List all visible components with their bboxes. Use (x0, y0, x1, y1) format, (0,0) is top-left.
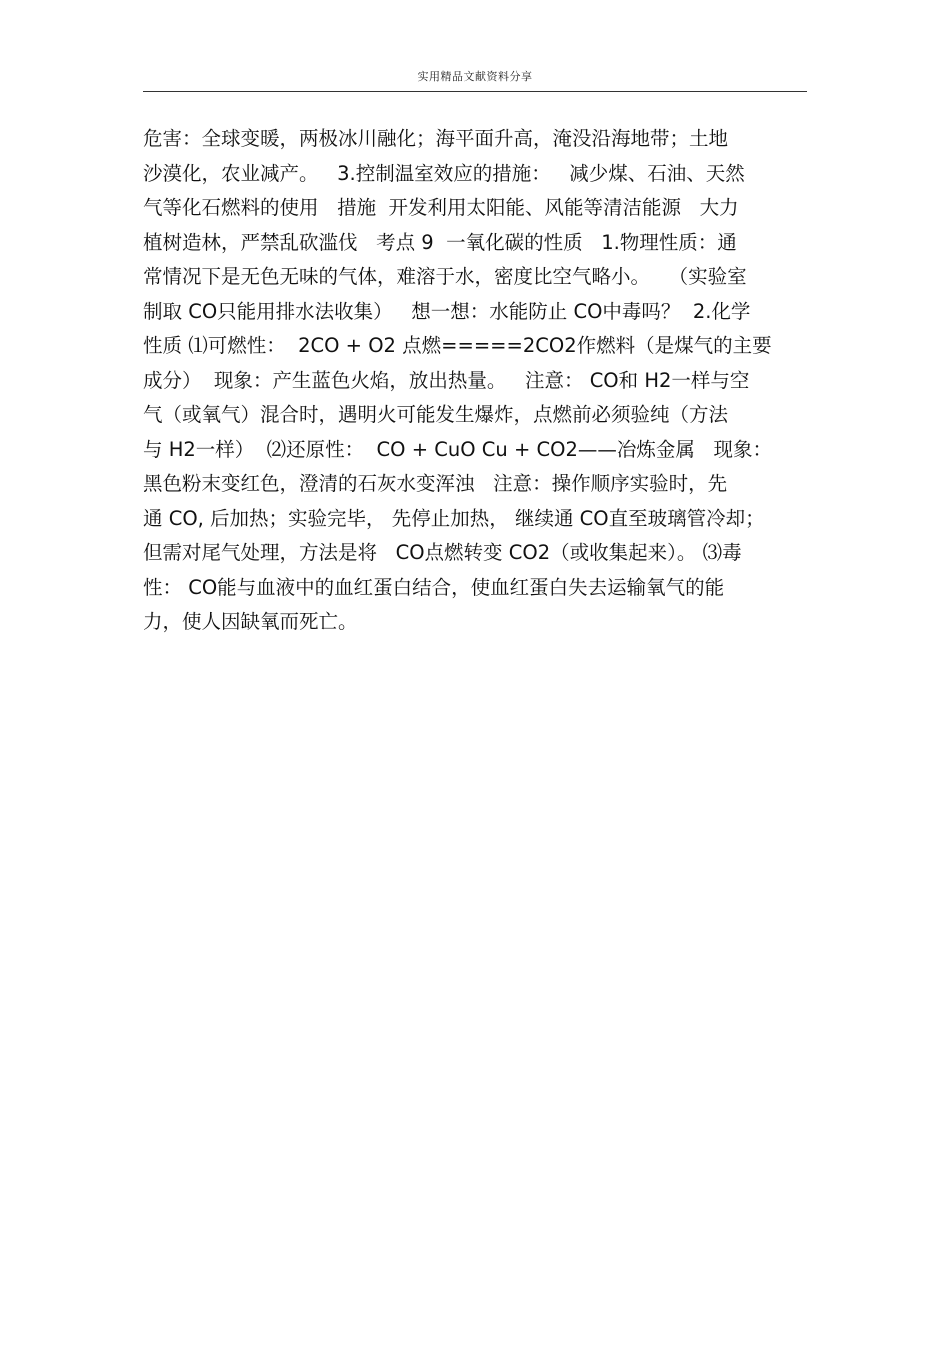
body-line: 常情况下是无色无味的气体，难溶于水，密度比空气略小。 （实验室 (143, 265, 747, 288)
body-line: 气（或氧气）混合时，遇明火可能发生爆炸，点燃前必须验纯（方法 (143, 403, 729, 426)
page-header: 实用精品文献资料分享 (417, 70, 533, 83)
document-body (143, 122, 807, 640)
body-line: 危害：全球变暖，两极冰川融化；海平面升高，淹没沿海地带；土地 (143, 127, 729, 150)
body-line: 但需对尾气处理，方法是将 CO点燃转变 CO2（或收集起来）。 ⑶毒 (143, 541, 742, 564)
header-divider (143, 91, 807, 92)
body-line: 制取 CO只能用排水法收集） 想一想：水能防止 CO中毒吗？ 2.化学 (143, 299, 751, 323)
body-line: 与 H2一样） ⑵还原性： CO + CuO Cu + CO2——冶炼金属 现象： (143, 437, 772, 461)
body-line: 力，使人因缺氧而死亡。 (143, 610, 358, 633)
body-line: 成分） 现象：产生蓝色火焰，放出热量。 注意： CO和 H2一样与空 (143, 368, 750, 392)
body-line: 黑色粉末变红色，澄清的石灰水变浑浊 注意：操作顺序实验时，先 (143, 472, 728, 495)
body-line: 植树造林，严禁乱砍滥伐 考点 9 一氧化碳的性质 1.物理性质：通 (143, 230, 737, 254)
body-line: 气等化石燃料的使用 措施 开发利用太阳能、风能等清洁能源 大力 (143, 196, 739, 219)
body-line: 性： CO能与血液中的血红蛋白结合，使血红蛋白失去运输氧气的能 (143, 575, 725, 599)
body-line: 通 CO, 后加热；实验完毕， 先停止加热， 继续通 CO直至玻璃管冷却； (143, 506, 765, 530)
body-line: 沙漠化，农业减产。 3.控制温室效应的措施： 减少煤、石油、天然 (143, 161, 745, 185)
body-line: 性质 ⑴可燃性： 2CO + O2 点燃=====2CO2作燃料（是煤气的主要 (143, 334, 772, 357)
